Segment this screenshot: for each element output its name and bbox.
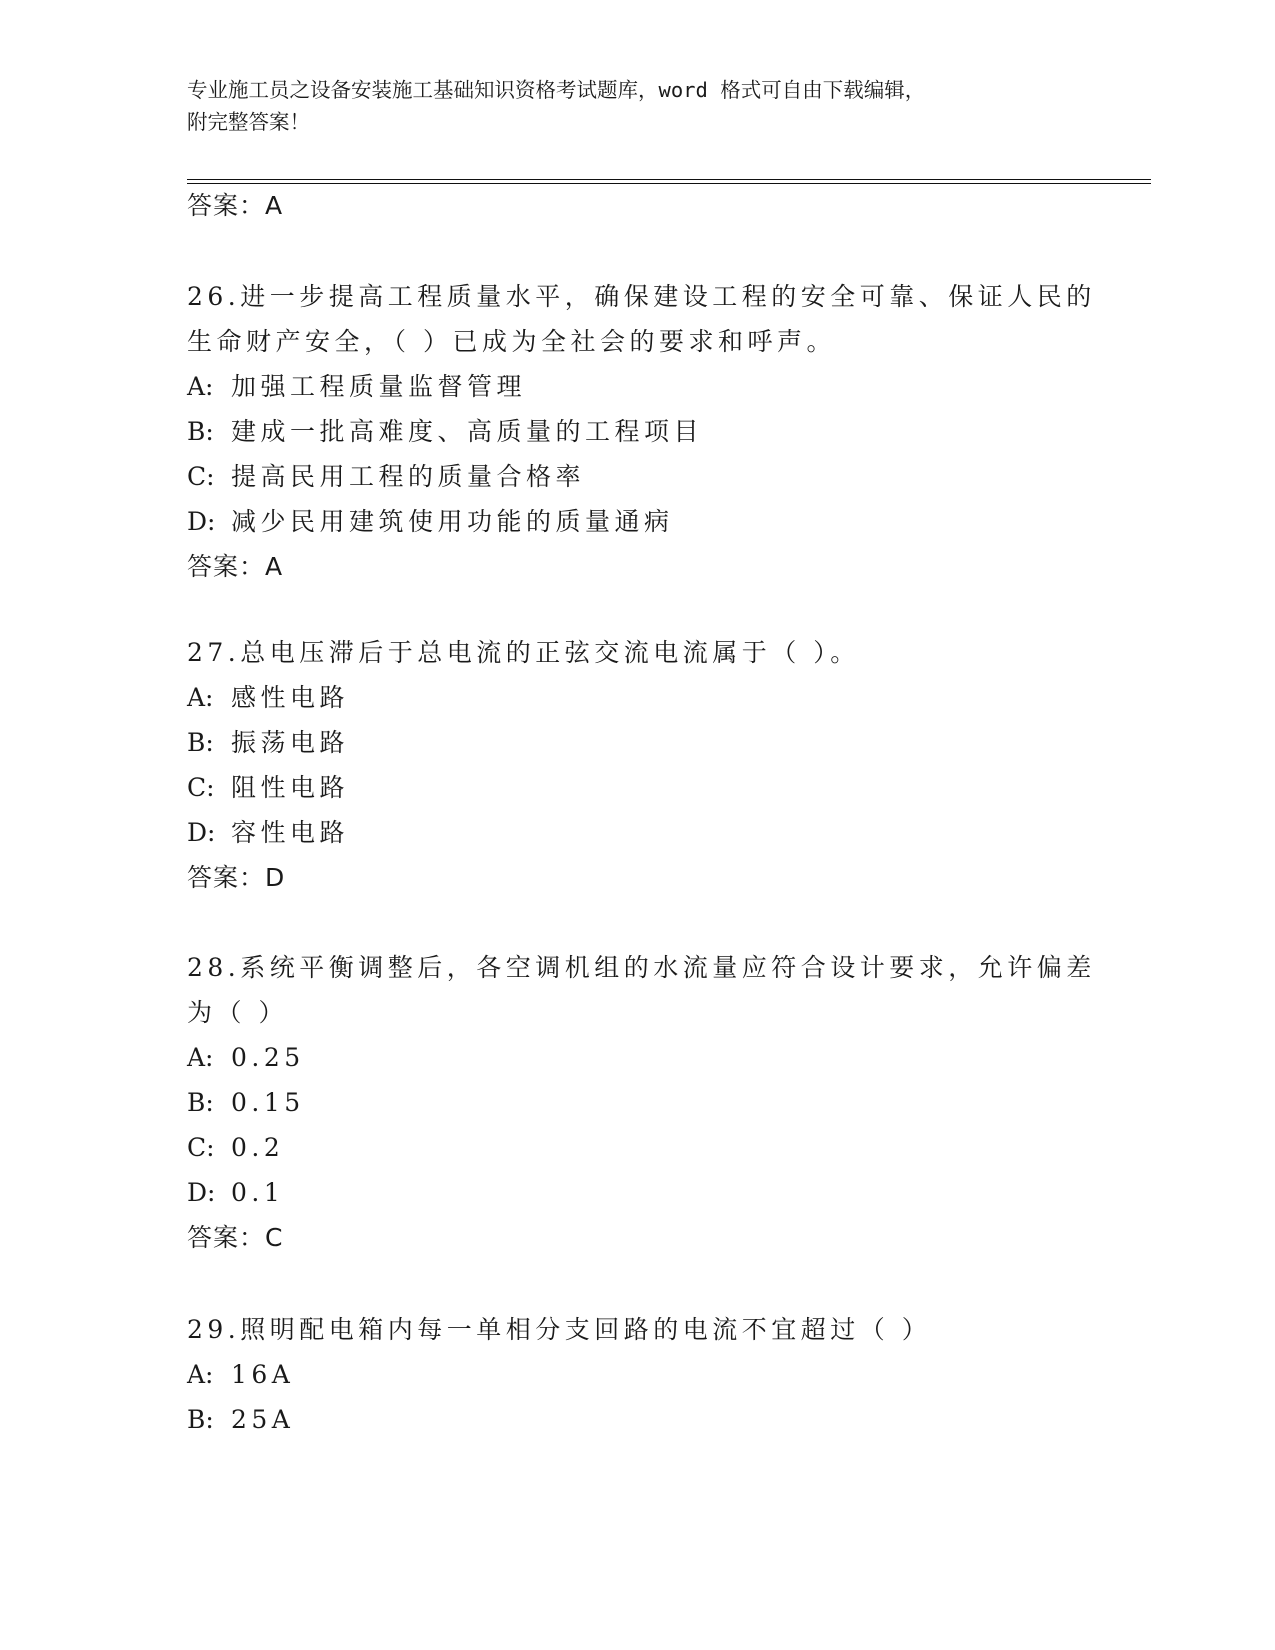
question-27-answer: 答案：D [187,863,286,892]
header-line-2: 附完整答案！ [187,110,310,134]
question-28-answer: 答案：C [187,1223,284,1252]
question-28-number: 28. [187,953,241,982]
question-28-stem-line-2: 为（ ） [187,998,288,1027]
question-26-option-d: D: 减少民用建筑使用功能的质量通病 [187,507,674,536]
question-26-option-b: B: 建成一批高难度、高质量的工程项目 [187,417,704,446]
previous-answer: 答案：A [187,191,284,220]
header-divider-bottom [187,183,1151,184]
question-26-stem-line-1: 26.进一步提高工程质量水平，确保建设工程的安全可靠、保证人民的 [187,282,1096,311]
question-26-stem-line-2: 生命财产安全，（ ）已成为全社会的要求和呼声。 [187,327,836,356]
question-28-option-a: A: 0.25 [187,1043,305,1072]
question-27-option-b: B: 振荡电路 [187,728,350,757]
question-27-option-a: A: 感性电路 [187,683,350,712]
question-26-answer: 答案：A [187,552,284,581]
question-29-option-a: A: 16A [187,1360,295,1389]
question-26-option-a: A: 加强工程质量监督管理 [187,372,527,401]
question-26-number: 26. [187,282,241,311]
question-27-number: 27. [187,638,241,667]
question-28-option-c: C: 0.2 [187,1133,285,1162]
document-header [187,74,1087,138]
question-29-option-b: B: 25A [187,1405,295,1434]
question-28-option-b: B: 0.15 [187,1088,305,1117]
header-divider-top [187,179,1151,180]
question-29-number: 29. [187,1315,241,1344]
question-26-option-c: C: 提高民用工程的质量合格率 [187,462,586,491]
question-28-option-d: D: 0.1 [187,1178,285,1207]
question-28-stem-line-1: 28.系统平衡调整后，各空调机组的水流量应符合设计要求，允许偏差 [187,953,1096,982]
header-line-1: 专业施工员之设备安装施工基础知识资格考试题库，word 格式可自由下载编辑， [187,78,926,102]
question-29-stem-line-1: 29.照明配电箱内每一单相分支回路的电流不宜超过（ ） [187,1315,932,1344]
question-27-stem-line-1: 27.总电压滞后于总电流的正弦交流电流属于（ ）。 [187,638,860,667]
question-27-option-c: C: 阻性电路 [187,773,350,802]
question-27-option-d: D: 容性电路 [187,818,350,847]
